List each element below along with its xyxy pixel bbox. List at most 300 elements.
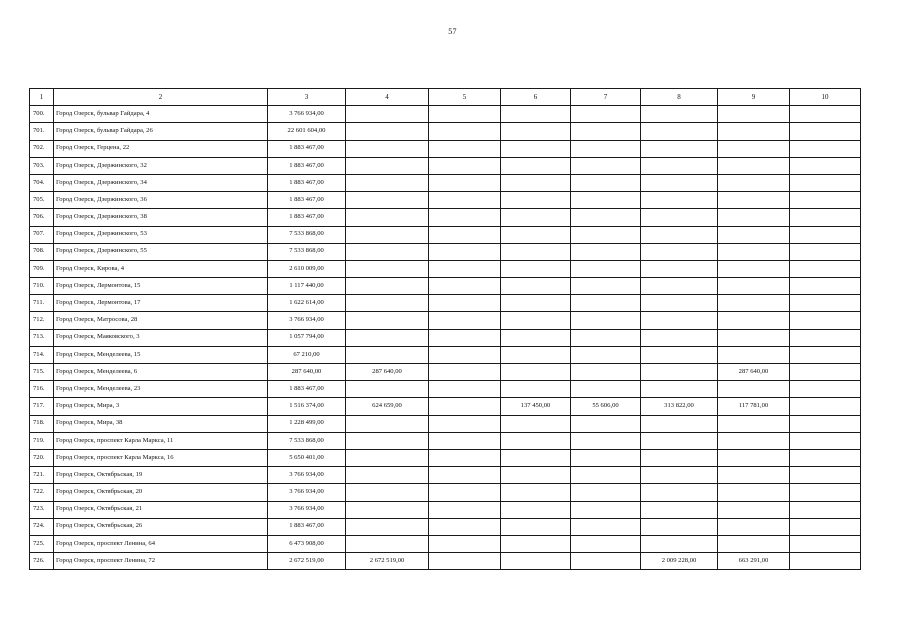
amount-cell [790,398,861,415]
amount-cell [429,535,501,552]
table-row [30,295,861,312]
amount-cell [346,278,429,295]
amount-cell [641,209,718,226]
table-row [30,346,861,363]
column-header: 8 [641,89,718,106]
amount-cell [790,226,861,243]
address-cell: Город Озерск, Маяковского, 3 [54,329,268,346]
column-header: 2 [54,89,268,106]
column-header: 7 [571,89,641,106]
amount-cell: 22 601 604,00 [268,123,346,140]
amount-cell [718,123,790,140]
row-number-cell: 726. [30,553,54,570]
address-cell: Город Озерск, проспект Ленина, 64 [54,535,268,552]
amount-cell [571,553,641,570]
amount-cell [641,123,718,140]
row-number-cell: 725. [30,535,54,552]
amount-cell [501,415,571,432]
amount-cell [571,467,641,484]
amount-cell [501,123,571,140]
amount-cell [501,260,571,277]
address-cell: Город Озерск, Лермонтова, 15 [54,278,268,295]
amount-cell: 1 883 467,00 [268,174,346,191]
amount-cell [790,312,861,329]
amount-cell [641,535,718,552]
column-header: 3 [268,89,346,106]
amount-cell [641,278,718,295]
amount-cell [790,553,861,570]
row-number-cell: 714. [30,346,54,363]
amount-cell [718,243,790,260]
amount-cell [571,278,641,295]
amount-cell [501,518,571,535]
table-row [30,174,861,191]
amount-cell [346,535,429,552]
amount-cell [429,484,501,501]
amount-cell [790,140,861,157]
address-cell: Город Озерск, Октябрьская, 20 [54,484,268,501]
address-cell: Город Озерск, Матросова, 28 [54,312,268,329]
amount-cell [718,174,790,191]
amount-cell [790,518,861,535]
amount-cell [641,364,718,381]
amount-cell [429,192,501,209]
amount-cell: 67 210,00 [268,346,346,363]
table-row [30,329,861,346]
amount-cell [429,501,501,518]
table-row [30,518,861,535]
amount-cell [346,226,429,243]
amount-cell: 1 883 467,00 [268,209,346,226]
amount-cell [718,209,790,226]
amount-cell [718,106,790,123]
amount-cell [718,192,790,209]
row-number-cell: 702. [30,140,54,157]
address-cell: Город Озерск, Дзержинского, 36 [54,192,268,209]
address-cell: Город Озерск, проспект Ленина, 72 [54,553,268,570]
row-number-cell: 707. [30,226,54,243]
address-cell: Город Озерск, проспект Карла Маркса, 16 [54,449,268,466]
amount-cell [571,329,641,346]
amount-cell: 2 672 519,00 [268,553,346,570]
amount-cell [641,449,718,466]
row-number-cell: 706. [30,209,54,226]
amount-cell [641,226,718,243]
row-number-cell: 703. [30,157,54,174]
amount-cell [429,174,501,191]
amount-cell [790,535,861,552]
amount-cell [571,226,641,243]
table-row [30,278,861,295]
address-cell: Город Озерск, Дзержинского, 53 [54,226,268,243]
amount-cell: 137 450,00 [501,398,571,415]
amount-cell [429,295,501,312]
amount-cell [790,415,861,432]
amount-cell: 624 659,00 [346,398,429,415]
row-number-cell: 701. [30,123,54,140]
row-number-cell: 724. [30,518,54,535]
amount-cell [641,157,718,174]
amount-cell: 55 606,00 [571,398,641,415]
amount-cell [501,226,571,243]
table-row [30,226,861,243]
amount-cell [790,381,861,398]
amount-cell [718,140,790,157]
amount-cell [790,329,861,346]
amount-cell [429,278,501,295]
column-header: 6 [501,89,571,106]
row-number-cell: 721. [30,467,54,484]
column-header: 9 [718,89,790,106]
amount-cell [641,243,718,260]
amount-cell [790,467,861,484]
amount-cell [790,364,861,381]
data-table [29,88,861,570]
amount-cell [790,106,861,123]
amount-cell [790,501,861,518]
amount-cell [718,278,790,295]
amount-cell [346,209,429,226]
amount-cell [571,484,641,501]
amount-cell [571,501,641,518]
amount-cell: 7 533 868,00 [268,243,346,260]
amount-cell [346,415,429,432]
address-cell: Город Озерск, Лермонтова, 17 [54,295,268,312]
amount-cell: 117 781,00 [718,398,790,415]
amount-cell [718,535,790,552]
amount-cell [501,553,571,570]
amount-cell [790,174,861,191]
amount-cell [790,278,861,295]
amount-cell [571,432,641,449]
amount-cell [641,346,718,363]
amount-cell [641,381,718,398]
amount-cell [346,329,429,346]
amount-cell [641,501,718,518]
table-header-row [30,89,861,106]
amount-cell: 3 766 934,00 [268,106,346,123]
row-number-cell: 712. [30,312,54,329]
amount-cell [429,553,501,570]
amount-cell [501,106,571,123]
row-number-cell: 718. [30,415,54,432]
amount-cell [790,157,861,174]
amount-cell [501,364,571,381]
amount-cell [501,192,571,209]
amount-cell: 1 883 467,00 [268,518,346,535]
amount-cell [429,364,501,381]
row-number-cell: 708. [30,243,54,260]
amount-cell: 1 516 374,00 [268,398,346,415]
table-row [30,553,861,570]
amount-cell [718,432,790,449]
amount-cell [346,518,429,535]
amount-cell: 7 533 868,00 [268,226,346,243]
address-cell: Город Озерск, Менделеева, 15 [54,346,268,363]
amount-cell [641,174,718,191]
row-number-cell: 709. [30,260,54,277]
amount-cell [571,449,641,466]
amount-cell [501,535,571,552]
amount-cell [346,140,429,157]
amount-cell [641,295,718,312]
amount-cell: 1 883 467,00 [268,192,346,209]
amount-cell [501,278,571,295]
row-number-cell: 710. [30,278,54,295]
amount-cell [571,243,641,260]
amount-cell [346,432,429,449]
amount-cell [790,243,861,260]
amount-cell: 1 883 467,00 [268,140,346,157]
amount-cell [641,467,718,484]
amount-cell [790,260,861,277]
amount-cell [790,346,861,363]
amount-cell [571,381,641,398]
amount-cell [346,192,429,209]
amount-cell [346,123,429,140]
amount-cell: 1 622 614,00 [268,295,346,312]
amount-cell [501,312,571,329]
amount-cell [346,501,429,518]
table-row [30,501,861,518]
amount-cell: 3 766 934,00 [268,501,346,518]
table-row [30,467,861,484]
address-cell: Город Озерск, Герцена, 22 [54,140,268,157]
address-cell: Город Озерск, Мира, 3 [54,398,268,415]
table-row [30,106,861,123]
amount-cell [571,209,641,226]
address-cell: Город Озерск, проспект Карла Маркса, 11 [54,432,268,449]
amount-cell [501,140,571,157]
amount-cell [718,415,790,432]
amount-cell: 663 291,00 [718,553,790,570]
column-header: 5 [429,89,501,106]
amount-cell [429,432,501,449]
row-number-cell: 719. [30,432,54,449]
amount-cell [501,381,571,398]
amount-cell: 2 672 519,00 [346,553,429,570]
amount-cell [501,243,571,260]
amount-cell [346,243,429,260]
amount-cell [790,449,861,466]
amount-cell [346,467,429,484]
amount-cell [718,157,790,174]
amount-cell [641,518,718,535]
amount-cell [429,398,501,415]
amount-cell [571,415,641,432]
amount-cell [429,226,501,243]
row-number-cell: 720. [30,449,54,466]
table-row [30,484,861,501]
row-number-cell: 705. [30,192,54,209]
amount-cell [429,260,501,277]
amount-cell [571,123,641,140]
address-cell: Город Озерск, Менделеева, 23 [54,381,268,398]
address-cell: Город Озерск, Октябрьская, 21 [54,501,268,518]
amount-cell [790,432,861,449]
amount-cell [571,192,641,209]
amount-cell [641,192,718,209]
column-header: 4 [346,89,429,106]
amount-cell: 1 057 794,00 [268,329,346,346]
address-cell: Город Озерск, Дзержинского, 55 [54,243,268,260]
amount-cell [571,346,641,363]
column-header: 1 [30,89,54,106]
row-number-cell: 722. [30,484,54,501]
amount-cell: 3 766 934,00 [268,312,346,329]
amount-cell [346,295,429,312]
amount-cell [571,106,641,123]
amount-cell [571,535,641,552]
amount-cell: 1 883 467,00 [268,157,346,174]
table-row [30,449,861,466]
row-number-cell: 700. [30,106,54,123]
amount-cell [501,295,571,312]
amount-cell [346,484,429,501]
amount-cell [429,123,501,140]
amount-cell [718,381,790,398]
amount-cell: 7 533 868,00 [268,432,346,449]
amount-cell [718,346,790,363]
amount-cell [429,209,501,226]
table-row [30,260,861,277]
amount-cell [429,467,501,484]
amount-cell: 1 117 440,00 [268,278,346,295]
row-number-cell: 715. [30,364,54,381]
row-number-cell: 723. [30,501,54,518]
amount-cell [501,346,571,363]
amount-cell [571,157,641,174]
amount-cell [571,174,641,191]
amount-cell: 2 610 009,00 [268,260,346,277]
amount-cell: 1 228 499,00 [268,415,346,432]
address-cell: Город Озерск, бульвар Гайдара, 26 [54,123,268,140]
amount-cell [718,226,790,243]
amount-cell: 287 640,00 [718,364,790,381]
amount-cell: 287 640,00 [268,364,346,381]
amount-cell [718,295,790,312]
table-row [30,209,861,226]
amount-cell: 2 009 228,00 [641,553,718,570]
address-cell: Город Озерск, Октябрьская, 19 [54,467,268,484]
amount-cell [790,484,861,501]
amount-cell [641,260,718,277]
amount-cell [571,312,641,329]
amount-cell [501,484,571,501]
amount-cell [718,312,790,329]
table-row [30,140,861,157]
amount-cell [346,312,429,329]
table-row [30,192,861,209]
amount-cell [346,381,429,398]
amount-cell [429,415,501,432]
amount-cell [641,329,718,346]
amount-cell [501,501,571,518]
address-cell: Город Озерск, Дзержинского, 32 [54,157,268,174]
row-number-cell: 711. [30,295,54,312]
amount-cell [718,518,790,535]
table-row [30,157,861,174]
amount-cell [790,209,861,226]
amount-cell [501,329,571,346]
column-header: 10 [790,89,861,106]
row-number-cell: 717. [30,398,54,415]
amount-cell [429,243,501,260]
amount-cell [501,174,571,191]
amount-cell [718,260,790,277]
amount-cell [641,140,718,157]
amount-cell [501,432,571,449]
amount-cell [641,484,718,501]
table-row [30,312,861,329]
table-row [30,123,861,140]
amount-cell [571,518,641,535]
amount-cell [429,157,501,174]
amount-cell [429,106,501,123]
address-cell: Город Озерск, Мира, 38 [54,415,268,432]
amount-cell [501,467,571,484]
address-cell: Город Озерск, Менделеева, 6 [54,364,268,381]
amount-cell [571,295,641,312]
row-number-cell: 713. [30,329,54,346]
amount-cell [346,449,429,466]
amount-cell [571,140,641,157]
amount-cell: 1 883 467,00 [268,381,346,398]
amount-cell [429,346,501,363]
table-body [30,106,861,570]
table-row [30,243,861,260]
address-cell: Город Озерск, Кирова, 4 [54,260,268,277]
amount-cell [641,432,718,449]
amount-cell [429,312,501,329]
row-number-cell: 716. [30,381,54,398]
table-row [30,398,861,415]
amount-cell [718,484,790,501]
amount-cell [346,157,429,174]
table-row [30,415,861,432]
table-row [30,535,861,552]
amount-cell [346,106,429,123]
amount-cell [718,501,790,518]
table-row [30,364,861,381]
amount-cell [346,346,429,363]
page-number: 57 [448,27,457,36]
amount-cell: 3 766 934,00 [268,467,346,484]
amount-cell [429,140,501,157]
amount-cell [346,260,429,277]
address-cell: Город Озерск, Дзержинского, 38 [54,209,268,226]
amount-cell: 3 766 934,00 [268,484,346,501]
amount-cell [718,467,790,484]
amount-cell [501,209,571,226]
amount-cell [718,449,790,466]
amount-cell [501,449,571,466]
address-cell: Город Озерск, бульвар Гайдара, 4 [54,106,268,123]
amount-cell: 5 650 401,00 [268,449,346,466]
table-row [30,381,861,398]
amount-cell [790,123,861,140]
amount-cell [641,312,718,329]
amount-cell [429,329,501,346]
row-number-cell: 704. [30,174,54,191]
amount-cell [790,295,861,312]
amount-cell [790,192,861,209]
address-cell: Город Озерск, Дзержинского, 34 [54,174,268,191]
amount-cell [641,415,718,432]
amount-cell [571,260,641,277]
amount-cell [641,106,718,123]
amount-cell [718,329,790,346]
